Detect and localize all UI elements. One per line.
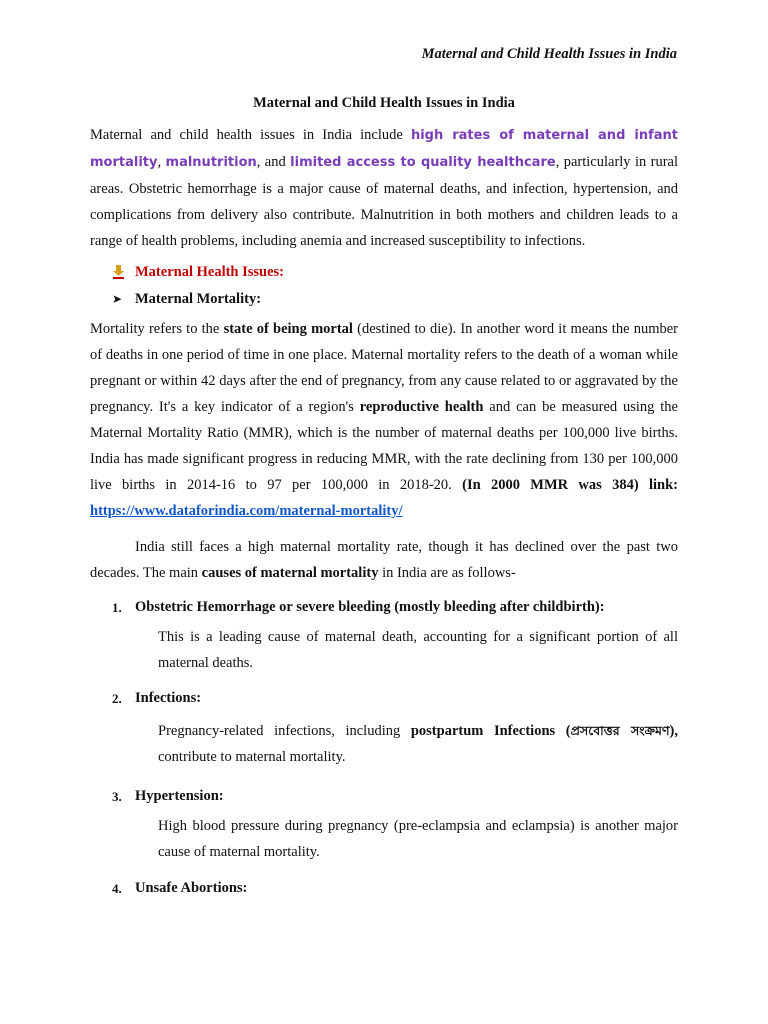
section-heading: Maternal Health Issues:	[135, 264, 285, 280]
intro-paragraph: Maternal and child health issues in India include high rates of maternal and infant mortality, malnutrition, and limited access to quality healthcare, particularly in rural areas. Obstetric hemorrhage is a major cause of maternal deaths, and infection, hypertension, and complications from delivery also contribute. Malnutrition in both mothers and children leads to a range of health problems, including anemia and increased susceptibility to infections.	[90, 127, 679, 249]
source-link[interactable]: https://www.dataforindia.com/maternal-mortality/	[90, 503, 403, 519]
cause-title: Hypertension:	[135, 788, 224, 804]
highlight-healthcare: limited access to quality healthcare	[290, 155, 556, 170]
cause-description: Pregnancy-related infections, including postpartum Infections (প্রসবোত্তর সংক্রমণ), contribute to maternal mortality.	[158, 723, 678, 765]
cause-description: This is a leading cause of maternal death, accounting for a significant portion of all maternal deaths.	[158, 629, 678, 671]
running-header: Maternal and Child Health Issues in India	[421, 46, 677, 62]
highlight-malnutrition: malnutrition	[165, 155, 257, 170]
highlight-mortality: high rates of maternal and infant mortality	[90, 128, 678, 170]
list-number: 4.	[112, 881, 122, 896]
arrowhead-bullet-icon: ➤	[112, 292, 123, 306]
list-number: 2.	[112, 691, 122, 706]
subsection-heading: Maternal Mortality:	[135, 291, 262, 307]
list-number: 1.	[112, 600, 122, 615]
causes-intro-paragraph: India still faces a high maternal mortality rate, though it has declined over the past two decades. The main causes of maternal mortality in India are as follows-	[90, 539, 678, 581]
list-number: 3.	[112, 789, 122, 804]
cause-title: Obstetric Hemorrhage or severe bleeding (mostly bleeding after childbirth):	[135, 599, 605, 615]
cause-title: Infections:	[135, 690, 202, 706]
arrow-down-bullet-icon	[112, 265, 126, 279]
cause-description: High blood pressure during pregnancy (pre-eclampsia and eclampsia) is another major cause of maternal mortality.	[158, 818, 678, 860]
page-title: Maternal and Child Health Issues in India	[253, 95, 515, 111]
cause-title: Unsafe Abortions:	[135, 880, 248, 896]
mortality-paragraph: Mortality refers to the state of being mortal (destined to die). In another word it means the number of deaths in one period of time in one place. Maternal mortality refers to the death of a woman while pregnant or within 42 days after the end of pregnancy, from any cause related to or aggravated by the pregnancy. It's a key indicator of a region's reproductive health and can be measured using the Maternal Mortality Ratio (MMR), which is the number of maternal deaths per 100,000 live births. India has made significant progress in reducing MMR, with the rate declining from 130 per 100,000 live births in 2014-16 to 97 per 100,000 in 2018-20. (In 2000 MMR was 384) link: https://www.dataforindia.com/maternal-mortality/	[90, 321, 679, 519]
